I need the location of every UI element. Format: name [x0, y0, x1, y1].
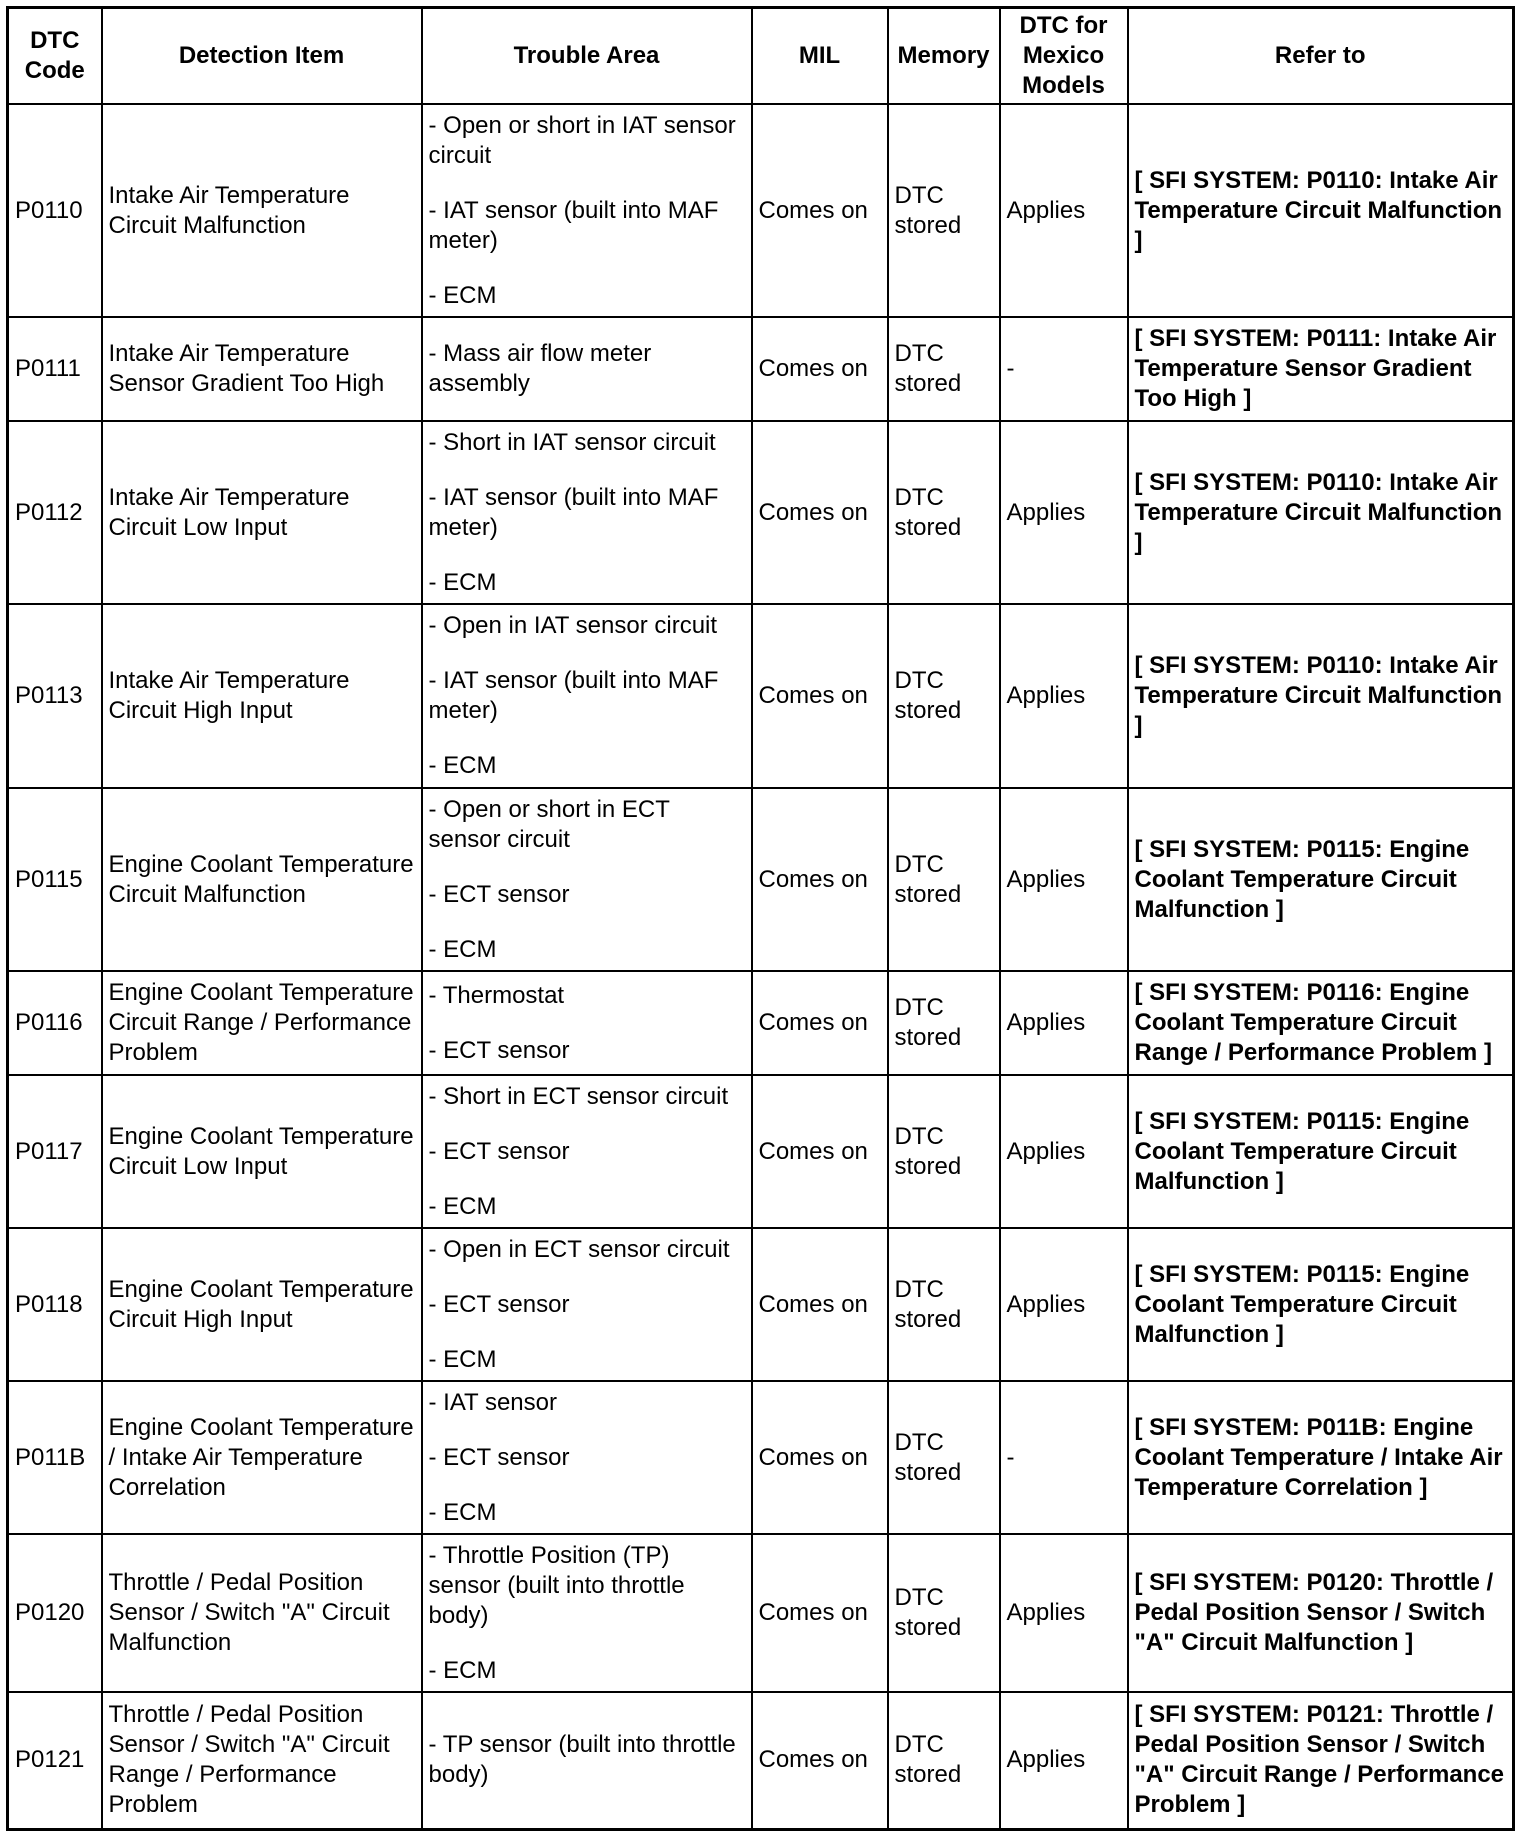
memory-cell: DTC stored [888, 1381, 1000, 1534]
trouble-area-item: - ECM [428, 935, 497, 963]
detection-item-cell: Throttle / Pedal Position Sensor / Switch "A" Circuit Malfunction [102, 1534, 422, 1692]
refer-to-link[interactable]: [ SFI SYSTEM: P0121: Throttle / Pedal Position Sensor / Switch "A" Circuit Range / Performance Problem ] [1128, 1692, 1514, 1829]
trouble-area-item: - ECT sensor [428, 1290, 570, 1318]
trouble-area-item: - Mass air flow meter assembly [428, 340, 652, 397]
mil-cell: Comes on [752, 604, 888, 788]
trouble-area-item: - ECM [428, 1656, 497, 1684]
dtc-code-cell: P0117 [8, 1075, 102, 1228]
mexico-models-cell: Applies [1000, 1692, 1128, 1829]
header-row [8, 8, 1514, 105]
table-row [8, 788, 1514, 971]
trouble-area-item: - ECM [428, 568, 497, 596]
table-header [8, 8, 1514, 105]
table-body [8, 104, 1514, 1829]
header-mil: MIL [752, 8, 888, 105]
mexico-models-cell: Applies [1000, 1075, 1128, 1228]
detection-item-cell: Intake Air Temperature Circuit High Input [102, 604, 422, 788]
detection-item-cell: Engine Coolant Temperature Circuit High Input [102, 1228, 422, 1381]
table-row [8, 421, 1514, 604]
trouble-area-item: - Open in IAT sensor circuit [428, 612, 718, 639]
mexico-models-cell: Applies [1000, 421, 1128, 604]
memory-cell: DTC stored [888, 421, 1000, 604]
memory-cell: DTC stored [888, 1228, 1000, 1381]
dtc-code-cell: P0121 [8, 1692, 102, 1829]
trouble-area-cell [422, 1381, 752, 1534]
table-row [8, 104, 1514, 317]
trouble-area-item: - ECM [428, 281, 497, 309]
table-row [8, 971, 1514, 1075]
trouble-area-item: - ECM [428, 1498, 497, 1526]
memory-cell: DTC stored [888, 788, 1000, 971]
mil-cell: Comes on [752, 1381, 888, 1534]
refer-to-link[interactable]: [ SFI SYSTEM: P0111: Intake Air Temperature Sensor Gradient Too High ] [1128, 317, 1514, 421]
refer-to-link[interactable]: [ SFI SYSTEM: P011B: Engine Coolant Temperature / Intake Air Temperature Correlation ] [1128, 1381, 1514, 1534]
header-detection-item: Detection Item [102, 8, 422, 105]
mil-cell: Comes on [752, 788, 888, 971]
dtc-code-cell: P0120 [8, 1534, 102, 1692]
mil-cell: Comes on [752, 1228, 888, 1381]
trouble-area-item: - ECM [428, 752, 497, 779]
trouble-area-item: - Short in IAT sensor circuit [428, 428, 716, 456]
trouble-area-item: - IAT sensor [428, 1388, 557, 1416]
trouble-area-item: - Thermostat [428, 981, 565, 1009]
trouble-area-cell [422, 421, 752, 604]
table-row [8, 317, 1514, 421]
refer-to-link[interactable]: [ SFI SYSTEM: P0115: Engine Coolant Temperature Circuit Malfunction ] [1128, 1228, 1514, 1381]
header-memory: Memory [888, 8, 1000, 105]
dtc-code-cell: P0112 [8, 421, 102, 604]
refer-to-link[interactable]: [ SFI SYSTEM: P0110: Intake Air Temperature Circuit Malfunction ] [1128, 421, 1514, 604]
refer-to-link[interactable]: [ SFI SYSTEM: P0116: Engine Coolant Temperature Circuit Range / Performance Problem ] [1128, 971, 1514, 1075]
mexico-models-cell: Applies [1000, 788, 1128, 971]
mexico-models-cell: Applies [1000, 971, 1128, 1075]
mil-cell: Comes on [752, 1534, 888, 1692]
dtc-table [6, 6, 1515, 1831]
table-row [8, 604, 1514, 788]
memory-cell: DTC stored [888, 317, 1000, 421]
trouble-area-cell [422, 604, 752, 788]
memory-cell: DTC stored [888, 1692, 1000, 1829]
detection-item-cell: Engine Coolant Temperature Circuit Range / Performance Problem [102, 971, 422, 1075]
trouble-area-item: - ECT sensor [428, 1443, 570, 1471]
detection-item-cell: Throttle / Pedal Position Sensor / Switch "A" Circuit Range / Performance Problem [102, 1692, 422, 1829]
mil-cell: Comes on [752, 317, 888, 421]
mil-cell: Comes on [752, 104, 888, 317]
memory-cell: DTC stored [888, 1534, 1000, 1692]
trouble-area-item: - Open or short in IAT sensor circuit [428, 111, 736, 169]
trouble-area-item: - ECT sensor [428, 880, 570, 908]
table-row [8, 1534, 1514, 1692]
detection-item-cell: Intake Air Temperature Circuit Malfunction [102, 104, 422, 317]
trouble-area-item: - TP sensor (built into throttle body) [428, 1731, 736, 1789]
refer-to-link[interactable]: [ SFI SYSTEM: P0110: Intake Air Temperature Circuit Malfunction ] [1128, 104, 1514, 317]
trouble-area-cell [422, 1228, 752, 1381]
trouble-area-cell [422, 1075, 752, 1228]
trouble-area-item: - Throttle Position (TP) sensor (built into throttle body) [428, 1541, 685, 1629]
trouble-area-cell [422, 104, 752, 317]
mil-cell: Comes on [752, 421, 888, 604]
detection-item-cell: Intake Air Temperature Circuit Low Input [102, 421, 422, 604]
trouble-area-cell [422, 1534, 752, 1692]
header-trouble-area: Trouble Area [422, 8, 752, 105]
dtc-code-cell: P0113 [8, 604, 102, 788]
mexico-models-cell: Applies [1000, 1534, 1128, 1692]
detection-item-cell: Engine Coolant Temperature Circuit Low Input [102, 1075, 422, 1228]
table-row [8, 1075, 1514, 1228]
trouble-area-cell [422, 971, 752, 1075]
refer-to-link[interactable]: [ SFI SYSTEM: P0110: Intake Air Temperature Circuit Malfunction ] [1128, 604, 1514, 788]
trouble-area-item: - IAT sensor (built into MAF meter) [428, 483, 719, 541]
refer-to-link[interactable]: [ SFI SYSTEM: P0115: Engine Coolant Temperature Circuit Malfunction ] [1128, 1075, 1514, 1228]
dtc-code-cell: P011B [8, 1381, 102, 1534]
mil-cell: Comes on [752, 1075, 888, 1228]
trouble-area-item: - ECT sensor [428, 1137, 570, 1165]
detection-item-cell: Engine Coolant Temperature Circuit Malfunction [102, 788, 422, 971]
trouble-area-cell [422, 788, 752, 971]
mexico-models-cell: Applies [1000, 104, 1128, 317]
dtc-code-cell: P0116 [8, 971, 102, 1075]
trouble-area-item: - Short in ECT sensor circuit [428, 1082, 729, 1110]
memory-cell: DTC stored [888, 1075, 1000, 1228]
trouble-area-item: - ECT sensor [428, 1036, 570, 1064]
header-dtc-code: DTC Code [8, 8, 102, 105]
detection-item-cell: Intake Air Temperature Sensor Gradient Too High [102, 317, 422, 421]
mexico-models-cell: Applies [1000, 604, 1128, 788]
dtc-code-cell: P0110 [8, 104, 102, 317]
mil-cell: Comes on [752, 971, 888, 1075]
memory-cell: DTC stored [888, 604, 1000, 788]
trouble-area-item: - ECM [428, 1192, 497, 1220]
trouble-area-item: - Open in ECT sensor circuit [428, 1235, 730, 1263]
trouble-area-item: - IAT sensor (built into MAF meter) [428, 196, 719, 254]
mexico-models-cell: Applies [1000, 1228, 1128, 1381]
header-refer-to: Refer to [1128, 8, 1514, 105]
table-row [8, 1381, 1514, 1534]
mexico-models-cell: - [1000, 1381, 1128, 1534]
memory-cell: DTC stored [888, 104, 1000, 317]
table-row [8, 1228, 1514, 1381]
refer-to-link[interactable]: [ SFI SYSTEM: P0115: Engine Coolant Temperature Circuit Malfunction ] [1128, 788, 1514, 971]
dtc-code-cell: P0118 [8, 1228, 102, 1381]
mil-cell: Comes on [752, 1692, 888, 1829]
trouble-area-item: - Open or short in ECT sensor circuit [428, 795, 670, 853]
trouble-area-item: - ECM [428, 1345, 497, 1373]
dtc-code-cell: P0111 [8, 317, 102, 421]
dtc-code-cell: P0115 [8, 788, 102, 971]
trouble-area-cell [422, 1692, 752, 1829]
table-row [8, 1692, 1514, 1829]
detection-item-cell: Engine Coolant Temperature / Intake Air Temperature Correlation [102, 1381, 422, 1534]
trouble-area-cell [422, 317, 752, 421]
memory-cell: DTC stored [888, 971, 1000, 1075]
refer-to-link[interactable]: [ SFI SYSTEM: P0120: Throttle / Pedal Position Sensor / Switch "A" Circuit Malfunction ] [1128, 1534, 1514, 1692]
trouble-area-item: - IAT sensor (built into MAF meter) [428, 667, 719, 724]
mexico-models-cell: - [1000, 317, 1128, 421]
header-mexico-models: DTC for Mexico Models [1000, 8, 1128, 105]
